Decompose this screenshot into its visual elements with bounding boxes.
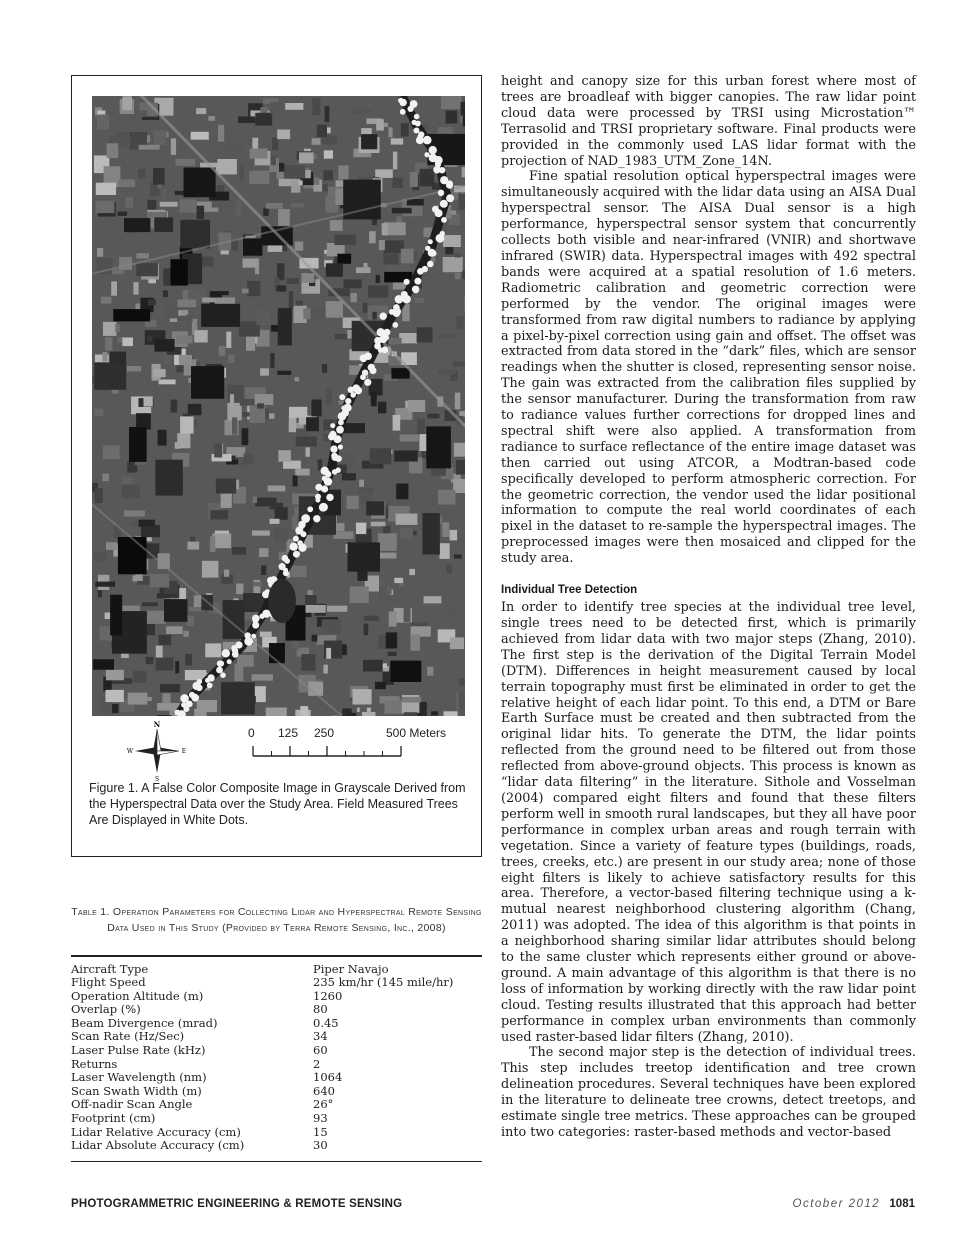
- paragraph-2: Fine spatial resolution optical hyperspectral images were simultaneously acquired with the lidar data using an AISA Dual hyperspectral sensor. The AISA Dual sensor is a high performance, hyperspectral sensor system that concurrently collects both visible and near-infrared (VNIR) and shortwave infrared (SWIR) data. Hyperspectral images with 492 spectral bands were acquired at a spatial resolution of 1.6 meters. Radiometric calibration and geometric correction were performed by the vendor. The original images were transformed from raw digital numbers to radiance by applying a pixel-by-pixel correction using gain and offset. The offset was extracted from data stored in the “dark” files, which are sensor readings when the shutter is closed, representing sensor noise. The gain was extracted from the calibration files supplied by the sensor manufacturer. During the transformation from raw to radiance values further corrections for dropped lines and spectral shift were also applied. A transformation from radiance to surface reflectance of the entire image dataset was then carried out using ATCOR, a Modtran-based code specifically developed to perform atmospheric correction. For the geometric correction, the vendor used the lidar positional information to compute the real world coordinates of each pixel in the dataset to re-sample the hyperspectral images. The preprocessed images were then mosaiced and clipped for the study area.: [501, 169, 916, 567]
- parameters-table: [71, 955, 482, 1162]
- table-row-label: Returns: [71, 1056, 118, 1071]
- table-caption: [71, 904, 482, 936]
- table-caption-text: Table 1. Operation Parameters for Collecting Lidar and Hyperspectral Remote Sensing Data Used in This Study (Provided by Terra Remote Sensing, Inc., 2008): [71, 906, 482, 934]
- table-row: [71, 976, 482, 990]
- table-row-label: Overlap (%): [71, 1002, 141, 1017]
- body-text-column: [501, 74, 916, 1141]
- compass-icon: [127, 721, 187, 781]
- table-row: [71, 1003, 482, 1017]
- aerial-image: [92, 96, 465, 716]
- journal-name: PHOTOGRAMMETRIC ENGINEERING & REMOTE SENSING: [71, 1198, 403, 1210]
- table-row-value: 0.45: [313, 1015, 339, 1030]
- table-row-label: Lidar Absolute Accuracy (cm): [71, 1138, 245, 1153]
- table-row-label: Laser Wavelength (nm): [71, 1070, 207, 1085]
- table-row-value: 640: [313, 1083, 335, 1098]
- paragraph-3: In order to identify tree species at the individual tree level, single trees need to be detected first, which is primarily achieved from lidar data with two major steps (Zhang, 2010). The first step is the derivation of the Digital Terrain Model (DTM). Differences in height measurement caused by local terrain topography must first be eliminated in order to get the relative height of each lidar point. To this end, a DTM or Bare Earth Surface must be created and then subtracted from the original lidar hits. To generate the DTM, the lidar points reflected from the ground need to be filtered out from those reflected from above-ground objects. This process is known as “lidar data filtering” in the literature. Sithole and Vosselman (2004) compared eight filters and found that these filters perform well in smooth rural landscapes, but they all have poor performance in complex urban areas and rough terrain with vegetation. Since a variety of feature types (buildings, roads, trees, creeks, etc.) are present in our study area; none of those eight filters is likely to achieve satisfactory results for this area. Therefore, a vector-based filtering technique using a k-mutual nearest neighborhood clustering algorithm (Chang, 2011) was adopted. The idea of this algorithm is that points in a neighborhood sharing similar lidar attributes should belong to the same cluster which represents either ground or above-ground. A main advantage of this algorithm is that there is no loss of information by working directly with the raw lidar point cloud. Testing results illustrated that this approach had better performance in complex urban environments than commonly used raster-based lidar filters (Zhang, 2010).: [501, 600, 916, 1045]
- compass-rose: [127, 721, 187, 781]
- table-row: [71, 1098, 482, 1112]
- scale-bar: [252, 744, 402, 760]
- paragraph-1: height and canopy size for this urban forest where most of trees are broadleaf with bigger canopies. The raw lidar point cloud data were processed by TRSI using Microstation™ Terrasolid and TRSI proprietary software. Final products were provided in the commonly used LAS lidar format with the projection of NAD_1983_UTM_Zone_14N.: [501, 74, 916, 169]
- table-row-value: Piper Navajo: [313, 961, 389, 976]
- table-row: [71, 1030, 482, 1044]
- table-bottom-rule: [71, 1161, 482, 1163]
- table-row-label: Scan Rate (Hz/Sec): [71, 1029, 185, 1044]
- table-row-value: 30: [313, 1138, 328, 1153]
- page-number: 1081: [889, 1198, 915, 1210]
- table-row: [71, 1126, 482, 1140]
- table-row-value: 1260: [313, 988, 343, 1003]
- compass-south: S: [154, 776, 160, 781]
- table-row: [71, 1139, 482, 1161]
- table-row-value: 26°: [313, 1097, 334, 1112]
- compass-west: W: [127, 748, 134, 755]
- table-row: [71, 1058, 482, 1072]
- table-row: [71, 1112, 482, 1126]
- table-row-label: Operation Altitude (m): [71, 988, 204, 1003]
- issue-date: October 2012: [792, 1198, 881, 1210]
- parameters-table-body: [71, 957, 482, 1161]
- paragraph-4: The second major step is the detection of individual trees. This step includes treetop identification and tree crown delineation procedures. Several techniques have been explored in the literature to delineate tree crowns, detect treetops, and estimate single tree metrics. These approaches can be grouped into two categories: raster-based methods and vector-based: [501, 1045, 916, 1140]
- table-row-label: Footprint (cm): [71, 1111, 156, 1126]
- table-row: [71, 1085, 482, 1099]
- table-row-value: 60: [313, 1043, 328, 1058]
- scale-label-125: 125: [278, 726, 299, 740]
- aerial-image-graphic: [92, 96, 465, 716]
- table-row-label: Lidar Relative Accuracy (cm): [71, 1124, 241, 1139]
- table-row-label: Aircraft Type: [71, 961, 149, 976]
- table-row-value: 34: [313, 1029, 328, 1044]
- table-row: [71, 990, 482, 1004]
- table-row: [71, 1071, 482, 1085]
- table-row-label: Scan Swath Width (m): [71, 1083, 202, 1098]
- table-row-value: 1064: [313, 1070, 343, 1085]
- table-row-value: 235 km/hr (145 mile/hr): [313, 975, 454, 990]
- table-row: [71, 1017, 482, 1031]
- table-row-value: 80: [313, 1002, 328, 1017]
- section-heading: Individual Tree Detection: [501, 584, 638, 597]
- compass-east: E: [181, 748, 187, 755]
- table-row: [71, 957, 482, 977]
- table-row-value: 15: [313, 1124, 328, 1139]
- table-row-label: Flight Speed: [71, 975, 146, 990]
- table-row-label: Laser Pulse Rate (kHz): [71, 1043, 206, 1058]
- compass-north: N: [153, 721, 161, 729]
- table-row-label: Off-nadir Scan Angle: [71, 1097, 193, 1112]
- table-row-label: Beam Divergence (mrad): [71, 1015, 218, 1030]
- table-row-value: 2: [313, 1056, 321, 1071]
- scale-label-0: 0: [248, 726, 255, 740]
- table-row: [71, 1044, 482, 1058]
- scale-label-500: 500 Meters: [386, 726, 447, 740]
- scale-label-250: 250: [314, 726, 335, 740]
- table-row-value: 93: [313, 1111, 328, 1126]
- scale-labels: [242, 726, 452, 742]
- figure-1: [71, 75, 482, 857]
- page-footer: [793, 1198, 915, 1210]
- figure-caption: Figure 1. A False Color Composite Image in Grayscale Derived from the Hyperspectral Data over the Study Area. Field Measured Trees Are Displayed in White Dots.: [89, 781, 466, 827]
